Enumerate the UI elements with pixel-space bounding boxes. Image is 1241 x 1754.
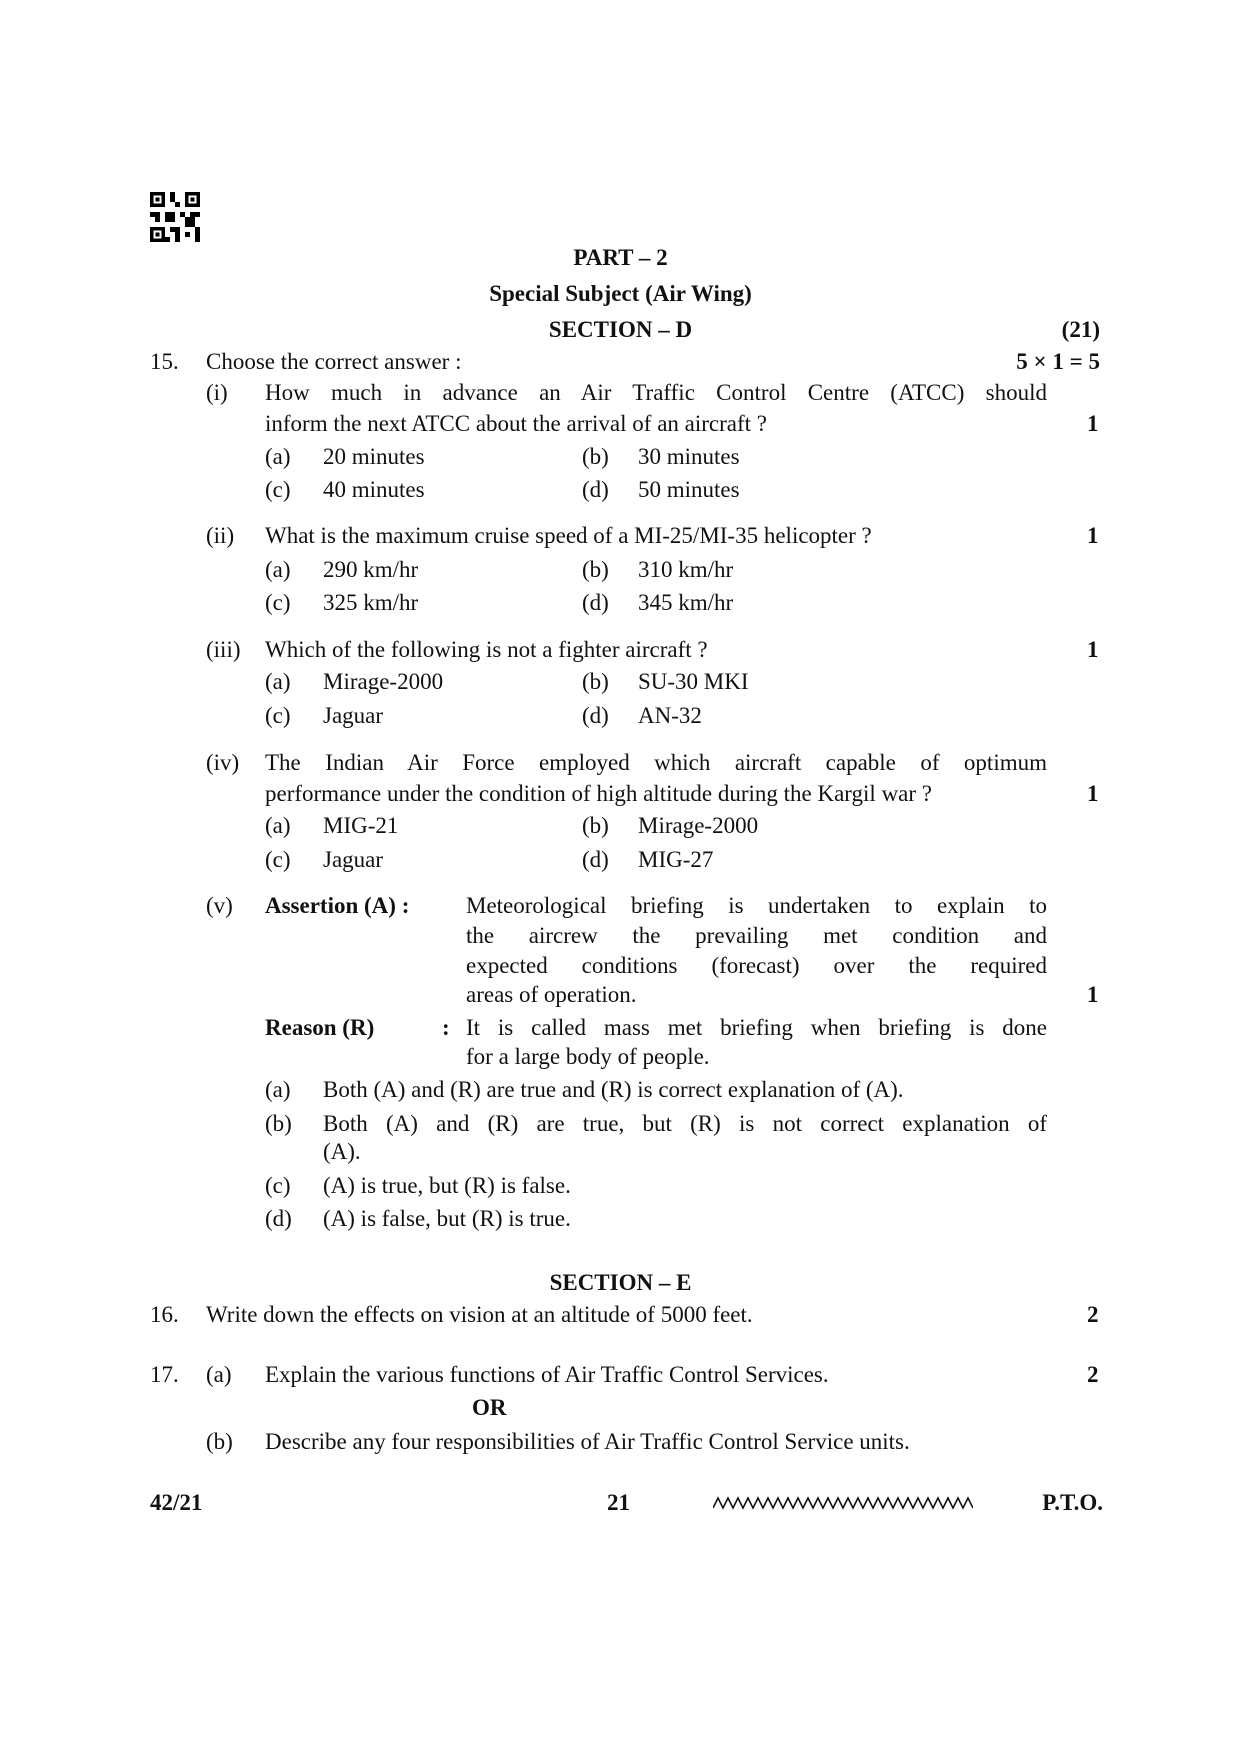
item-number: (v) (206, 893, 233, 918)
reason-label: Reason (R) (265, 1015, 375, 1040)
item-number: (ii) (206, 523, 235, 548)
option-label: (d) (582, 477, 609, 502)
assertion-label: Assertion (A) : (265, 893, 410, 918)
item-text-line: The Indian Air Force employed which aircraft capable of optimum (265, 750, 1047, 775)
option-text: Jaguar (323, 847, 384, 872)
option-label: (c) (265, 590, 291, 615)
option-label: (a) (265, 669, 291, 694)
assertion-line: the aircrew the prevailing met condition and (466, 923, 1047, 948)
subject-heading: Special Subject (Air Wing) (489, 281, 752, 306)
question-number: 15. (150, 349, 179, 374)
option-text: 310 km/hr (638, 557, 734, 582)
section-e-heading: SECTION – E (549, 1270, 692, 1295)
option-text: Both (A) and (R) are true, but (R) is not correct explanation of (323, 1111, 1047, 1136)
option-label: (c) (265, 477, 291, 502)
option-text: (A) is true, but (R) is false. (323, 1173, 571, 1198)
reason-line: It is called mass met briefing when briefing is done (466, 1015, 1047, 1040)
option-text: Both (A) and (R) are true and (R) is correct explanation of (A). (323, 1077, 904, 1102)
option-text: SU-30 MKI (638, 669, 749, 694)
option-text: 325 km/hr (323, 590, 419, 615)
option-text: 345 km/hr (638, 590, 734, 615)
option-label: (d) (582, 847, 609, 872)
option-text: Mirage-2000 (323, 669, 444, 694)
item-marks: 1 (1087, 781, 1099, 806)
option-label: (b) (582, 557, 609, 582)
option-label: (c) (265, 847, 291, 872)
section-d-marks: (21) (1061, 317, 1100, 342)
option-text: 20 minutes (323, 444, 425, 469)
option-text: 40 minutes (323, 477, 425, 502)
assertion-line: areas of operation. (466, 982, 637, 1007)
reason-colon: : (442, 1015, 450, 1040)
item-text-line: What is the maximum cruise speed of a MI-25/MI-35 helicopter ? (265, 523, 872, 548)
item-marks: 1 (1087, 637, 1099, 662)
option-text: MIG-21 (323, 813, 399, 838)
option-label: (d) (582, 703, 609, 728)
option-label: (b) (582, 813, 609, 838)
item-text-line: performance under the condition of high altitude during the Kargil war ? (265, 781, 932, 806)
item-text-line: How much in advance an Air Traffic Control Centre (ATCC) should (265, 380, 1047, 405)
option-text: Jaguar (323, 703, 384, 728)
item-marks: 1 (1087, 523, 1099, 548)
wavy-line-decoration (713, 1496, 973, 1510)
question-text: Explain the various functions of Air Traffic Control Services. (265, 1362, 829, 1387)
option-text: Mirage-2000 (638, 813, 759, 838)
part-heading: PART – 2 (573, 245, 668, 270)
option-label: (a) (265, 444, 291, 469)
item-number: (i) (206, 380, 228, 405)
option-label: (b) (582, 669, 609, 694)
question-text: Describe any four responsibilities of Air Traffic Control Service units. (265, 1429, 910, 1454)
item-marks: 1 (1087, 411, 1099, 436)
question-marks: 2 (1087, 1362, 1099, 1387)
option-label: (b) (265, 1111, 292, 1136)
option-label: (a) (265, 557, 291, 582)
option-text: MIG-27 (638, 847, 714, 872)
footer-code: 42/21 (150, 1490, 203, 1515)
question-text: Write down the effects on vision at an altitude of 5000 feet. (206, 1302, 753, 1327)
option-text: AN-32 (638, 703, 702, 728)
option-label: (a) (265, 813, 291, 838)
question-number: 17. (150, 1362, 179, 1387)
item-text-line: Which of the following is not a fighter aircraft ? (265, 637, 708, 662)
footer-pto: P.T.O. (1042, 1490, 1103, 1515)
question-number: 16. (150, 1302, 179, 1327)
option-label: (d) (265, 1206, 292, 1231)
question-marks: 2 (1087, 1302, 1099, 1327)
option-text: (A). (323, 1139, 361, 1164)
assertion-line: Meteorological briefing is undertaken to explain to (466, 893, 1047, 918)
option-label: (c) (265, 703, 291, 728)
question-marks: 5 × 1 = 5 (1016, 349, 1100, 374)
qr-code-icon (150, 192, 200, 242)
option-label: (b) (582, 444, 609, 469)
item-text-line: inform the next ATCC about the arrival of an aircraft ? (265, 411, 767, 436)
or-separator: OR (472, 1395, 507, 1420)
option-label: (a) (265, 1077, 291, 1102)
option-text: (A) is false, but (R) is true. (323, 1206, 571, 1231)
reason-line: for a large body of people. (466, 1044, 710, 1069)
section-d-heading: SECTION – D (548, 317, 693, 342)
question-text: Choose the correct answer : (206, 349, 462, 374)
item-number: (iii) (206, 637, 241, 662)
option-text: 30 minutes (638, 444, 740, 469)
item-number: (iv) (206, 750, 240, 775)
part-label: (a) (206, 1362, 232, 1387)
option-label: (d) (582, 590, 609, 615)
footer-page-number: 21 (607, 1490, 630, 1515)
part-label: (b) (206, 1429, 233, 1454)
option-label: (c) (265, 1173, 291, 1198)
option-text: 50 minutes (638, 477, 740, 502)
item-marks: 1 (1087, 982, 1099, 1007)
assertion-line: expected conditions (forecast) over the required (466, 953, 1047, 978)
option-text: 290 km/hr (323, 557, 419, 582)
